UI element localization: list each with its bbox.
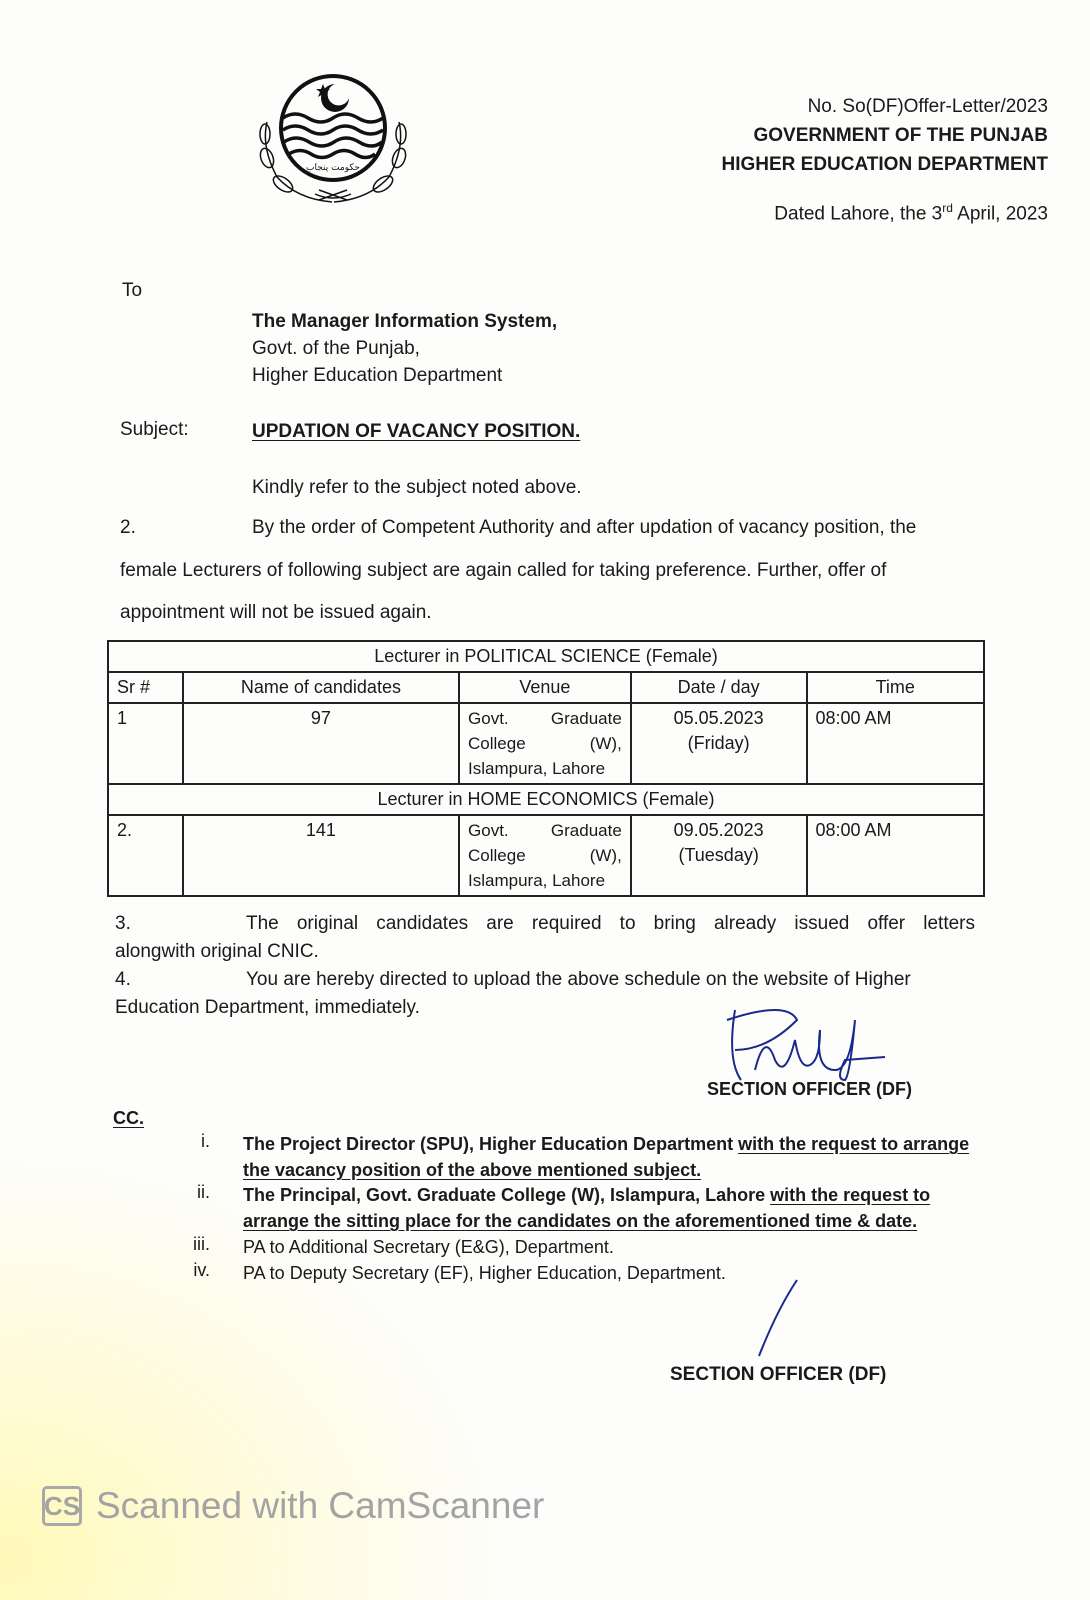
cc-item-2 xyxy=(243,1182,983,1234)
venue-text: Govt. xyxy=(468,821,509,840)
table-header-row xyxy=(108,672,984,703)
addressee-block xyxy=(252,308,557,389)
cell-sr: 2. xyxy=(108,815,183,896)
letter-header xyxy=(648,92,1048,179)
cell-candidates: 141 xyxy=(183,815,459,896)
addressee-line-3: Higher Education Department xyxy=(252,365,503,386)
date-suffix-sup: rd xyxy=(942,201,953,215)
cc-item-number: i. xyxy=(201,1131,210,1151)
para-4-line-2: Education Department, immediately. xyxy=(115,997,420,1018)
day-value: (Tuesday) xyxy=(678,845,759,865)
date-prefix: Dated Lahore, the 3 xyxy=(774,203,943,225)
para-2-line-3: appointment will not be issued again. xyxy=(120,602,432,623)
para-2-number: 2. xyxy=(120,517,136,538)
cc-item-request: with the request to arrange xyxy=(738,1134,970,1154)
vacancy-schedule-table xyxy=(107,640,985,897)
cc-item-request: arrange the sitting place for the candidates on the aforementioned time & date. xyxy=(243,1211,918,1231)
venue-text: Govt. xyxy=(468,709,509,728)
date-value: 05.05.2023 xyxy=(673,708,764,728)
cell-date xyxy=(631,703,807,784)
para-3-line-1: The original candidates are required to bring already issued offer letters xyxy=(246,913,975,934)
punjab-emblem-icon xyxy=(253,62,413,212)
letter-date xyxy=(774,201,1048,225)
venue-text: College xyxy=(468,846,526,865)
venue-text: (W), xyxy=(589,734,622,753)
addressee-line-2: Govt. of the Punjab, xyxy=(252,338,420,359)
para-1: Kindly refer to the subject noted above. xyxy=(252,477,582,498)
table-row xyxy=(108,815,984,896)
cell-date xyxy=(631,815,807,896)
cc-item-text: The Principal, Govt. Graduate College (W), Islampura, Lahore xyxy=(243,1185,771,1205)
venue-text: Islampura, Lahore xyxy=(468,871,606,890)
camscanner-text: Scanned with CamScanner xyxy=(96,1485,545,1526)
subject-label: Subject: xyxy=(120,419,189,440)
section-title-political-science: Lecturer in POLITICAL SCIENCE (Female) xyxy=(108,641,984,672)
cell-candidates: 97 xyxy=(183,703,459,784)
cell-venue xyxy=(459,815,631,896)
cc-item-request: with the request to xyxy=(770,1185,931,1205)
para-3-number: 3. xyxy=(115,913,131,934)
venue-text: (W), xyxy=(589,846,622,865)
section-title-home-economics: Lecturer in HOME ECONOMICS (Female) xyxy=(108,784,984,815)
cc-item-number: iv. xyxy=(193,1260,210,1280)
para-2-line-1: By the order of Competent Authority and after updation of vacancy position, the xyxy=(252,517,917,538)
col-date: Date / day xyxy=(631,672,807,703)
cell-time: 08:00 AM xyxy=(807,703,985,784)
cell-sr: 1 xyxy=(108,703,183,784)
venue-text: Graduate xyxy=(550,821,622,840)
para-2-line-2: female Lecturers of following subject are again called for taking preference. Further, offer of xyxy=(120,560,887,581)
cc-item-number: iii. xyxy=(193,1234,210,1254)
col-sr: Sr # xyxy=(108,672,183,703)
signatory-title-1: SECTION OFFICER (DF) xyxy=(707,1079,912,1099)
letter-number: No. So(DF)Offer-Letter/2023 xyxy=(807,96,1048,117)
camscanner-watermark xyxy=(42,1485,544,1527)
svg-text:حکومت پنجاب: حکومت پنجاب xyxy=(306,163,360,173)
cc-item-number: ii. xyxy=(197,1182,210,1202)
cc-item-1 xyxy=(243,1131,983,1183)
to-label: To xyxy=(122,280,143,301)
subject-text: UPDATION OF VACANCY POSITION. xyxy=(252,421,581,442)
venue-text: Graduate xyxy=(550,709,622,728)
cc-item-request: the vacancy position of the above mentioned subject. xyxy=(243,1160,702,1180)
col-venue: Venue xyxy=(459,672,631,703)
cell-time: 08:00 AM xyxy=(807,815,985,896)
cc-item-3: PA to Additional Secretary (E&G), Department. xyxy=(243,1237,614,1257)
initials-signature-icon xyxy=(752,1278,802,1363)
para-4-line-1: You are hereby directed to upload the above schedule on the website of Higher xyxy=(246,969,911,990)
department-name: HIGHER EDUCATION DEPARTMENT xyxy=(721,154,1048,175)
para-4-number: 4. xyxy=(115,969,131,990)
venue-text: College xyxy=(468,734,526,753)
government-name: GOVERNMENT OF THE PUNJAB xyxy=(753,125,1048,146)
col-time: Time xyxy=(807,672,985,703)
date-value: 09.05.2023 xyxy=(673,820,764,840)
day-value: (Friday) xyxy=(687,733,750,753)
para-3-line-2: alongwith original CNIC. xyxy=(115,941,319,962)
camscanner-logo-icon: CS xyxy=(42,1486,82,1526)
table-row xyxy=(108,703,984,784)
col-candidates: Name of candidates xyxy=(183,672,459,703)
date-month-year: April, 2023 xyxy=(952,203,1048,225)
cell-venue xyxy=(459,703,631,784)
cc-item-4: PA to Deputy Secretary (EF), Higher Education, Department. xyxy=(243,1263,726,1283)
venue-text: Islampura, Lahore xyxy=(468,759,606,778)
signatory-title-2: SECTION OFFICER (DF) xyxy=(670,1364,887,1385)
cc-item-text: The Project Director (SPU), Higher Education Department xyxy=(243,1134,739,1154)
addressee-line-1: The Manager Information System, xyxy=(252,311,558,332)
cc-label: CC. xyxy=(113,1108,144,1128)
